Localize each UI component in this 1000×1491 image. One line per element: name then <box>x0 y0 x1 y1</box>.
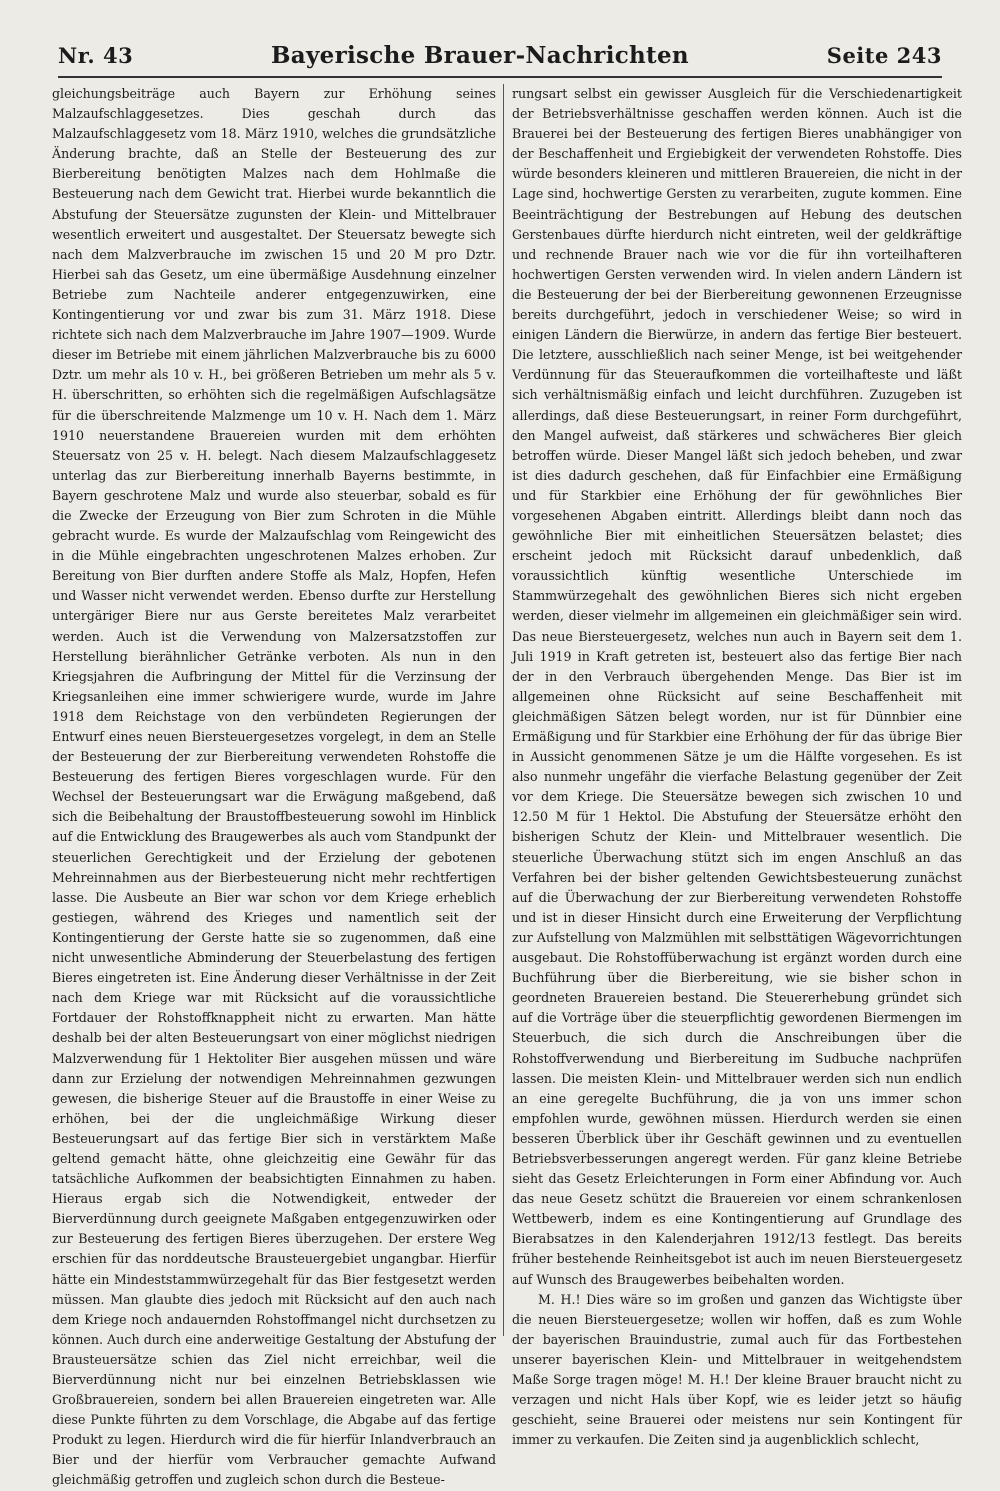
page-number: Seite 243 <box>826 43 942 68</box>
page-header <box>58 42 942 72</box>
header-rule <box>58 76 942 78</box>
text-column-left <box>52 84 496 1488</box>
paragraph: gleichungsbeiträge auch Bayern zur Erhöhung seines Malzaufschlaggesetzes. Dies geschah durch das Malzaufschlaggesetz vom 18. März 1910, welches die grundsätzliche Änderung brachte, daß an Stelle der Besteuerung des zur Bierbereitung benötigten Malzes nach dem Hohlmaße die Besteuerung nach dem Gewicht trat. Hierbei wurde bekanntlich die Abstufung der Steuersätze zugunsten der Klein- und Mittelbrauer wesentlich erweitert und ausgestaltet. Der Steuersatz bewegte sich nach dem Malzverbrauche im zwischen 15 und 20 M pro Dztr. Hierbei sah das Gesetz, um eine übermäßige Ausdehnung einzelner Betriebe zum Nachteile anderer entgegenzuwirken, eine Kontingentierung vor und zwar bis zum 31. März 1918. Diese richtete sich nach dem Malzverbrauche im Jahre 1907—1909. Wurde dieser im Betriebe mit einem jährlichen Malzverbrauche bis zu 6000 Dztr. um mehr als 10 v. H., bei größeren Betrieben um mehr als 5 v. H. überschritten, so erhöhten sich die regelmäßigen Aufschlagsätze für die überschreitende Malzmenge um 10 v. H. Nach dem 1. März 1910 neuerstandene Brauereien wurden mit dem erhöhten Steuersatz von 25 v. H. belegt. Nach diesem Malzaufschlaggesetz unterlag das zur Bierbereitung innerhalb Bayerns bestimmte, in Bayern geschrotene Malz und wurde also steuerbar, sobald es für die Zwecke der Erzeugung von Bier zum Schroten in die Mühle gebracht wurde. Es wurde der Malzaufschlag vom Reingewicht des in die Mühle eingebrachten ungeschrotenen Malzes erhoben. Zur Bereitung von Bier durften andere Stoffe als Malz, Hopfen, Hefen und Wasser nicht verwendet werden. Ebenso durfte zur Herstellung untergäriger Biere nur aus Gerste bereitetes Malz verarbeitet werden. Auch ist die Verwendung von Malzersatzstoffen zur Herstellung bierähnlicher Getränke verboten. Als nun in den Kriegsjahren die Aufbringung der Mittel für die Verzinsung der Kriegsanleihen eine immer schwierigere wurde, wurde im Jahre 1918 dem Reichstage von den verbündeten Regierungen der Entwurf eines neuen Biersteuergesetzes vorgelegt, in dem an Stelle der Besteuerung der zur Bierbereitung verwendeten Rohstoffe die Besteuerung des fertigen Bieres vorgeschlagen wurde. Für den Wechsel der Besteuerungsart war die Erwägung maßgebend, daß sich die Beibehaltung der Braustoffbesteuerung sowohl im Hinblick auf die Entwicklung des Braugewerbes als auch vom Standpunkt der steuerlichen Gerechtigkeit und der Erzielung der gebotenen Mehreinnahmen aus der Bierbesteuerung nicht mehr rechtfertigen lasse. Die Ausbeute an Bier war schon vor dem Kriege erheblich gestiegen, während des Krieges und namentlich seit der Kontingentierung der Gerste hatte sie so zugenommen, daß eine nicht unwesentliche Abminderung der Steuerbelastung des fertigen Bieres eingetreten ist. Eine Änderung dieser Verhältnisse in der Zeit nach dem Kriege war mit Rücksicht auf die voraussichtliche Fortdauer der Rohstoffknappheit nicht zu erwarten. Man hätte deshalb bei der alten Besteuerungsart von einer möglichst niedrigen Malzverwendung für 1 Hektoliter Bier ausgehen müssen und wäre dann zur Erzielung der notwendigen Mehreinnahmen gezwungen gewesen, die bisherige Steuer auf die Braustoffe in einer Weise zu erhöhen, bei der die ungleichmäßige Wirkung dieser Besteuerungsart auf das fertige Bier sich in verstärktem Maße geltend gemacht hätte, ohne gleichzeitig eine Gewähr für das tatsächliche Aufkommen der beabsichtigten Einnahmen zu haben. Hieraus ergab sich die Notwendigkeit, entweder der Bierverdünnung durch geeignete Maßgaben entgegenzuwirken oder zur Besteuerung des fertigen Bieres überzugehen. Der erstere Weg erschien für das norddeutsche Brausteuergebiet ungangbar. Hierfür hätte ein Mindeststammwürzegehalt für das Bier festgesetzt werden müssen. Man glaubte dies jedoch mit Rücksicht auf den auch nach dem Kriege noch andauernden Rohstoffmangel nicht durchsetzen zu können. Auch durch eine anderweitige Gestaltung der Abstufung der Brausteuersätze schien das Ziel nicht erreichbar, weil die Bierverdünnung nicht nur bei einzelnen Betriebsklassen wie Großbrauereien, sondern bei allen Brauereien eingetreten war. Alle diese Punkte führten zu dem Vorschlage, die Abgabe auf das fertige Produkt zu legen. Hierdurch wird die für hierfür Inlandverbrauch an Bier und der hierfür vom Verbraucher gemachte Aufwand gleichmäßig getroffen und zugleich schon durch die Besteue- <box>52 86 496 1488</box>
text-column-right <box>512 84 962 1448</box>
column-divider <box>503 84 504 1336</box>
publication-title: Bayerische Brauer-Nachrichten <box>271 42 689 69</box>
paragraph: rungsart selbst ein gewisser Ausgleich für die Verschiedenartigkeit der Betriebsverhältnisse geschaffen werden können. Auch ist die Brauerei bei der Besteuerung des fertigen Bieres unabhängiger von der Beschaffenheit und Ergiebigkeit der verwendeten Rohstoffe. Dies würde besonders kleineren und mittleren Brauereien, die nicht in der Lage sind, hochwertige Gersten zu verarbeiten, zugute kommen. Eine Beeinträchtigung der Bestrebungen auf Hebung des deutschen Gerstenbaues dürfte hierdurch nicht eintreten, weil der geldkräftige und rechnende Brauer nach wie vor die für ihn vorteilhafteren hochwertigen Gersten verwenden wird. In vielen andern Ländern ist die Besteuerung der bei der Bierbereitung gewonnenen Erzeugnisse bereits durchgeführt, jedoch in verschiedener Weise; so wird in einigen Ländern die Bierwürze, in andern das fertige Bier besteuert. Die letztere, ausschließlich nach seiner Menge, ist bei weitgehender Verdünnung für das Steueraufkommen die vorteilhafteste und läßt sich verhältnismäßig einfach und leicht durchführen. Zuzugeben ist allerdings, daß diese Besteuerungsart, in reiner Form durchgeführt, den Mangel aufweist, daß stärkeres und schwächeres Bier gleich betroffen würde. Dieser Mangel läßt sich jedoch beheben, und zwar ist dies dadurch geschehen, daß für Einfachbier eine Ermäßigung und für Starkbier eine Erhöhung der für gewöhnliches Bier vorgesehenen Abgaben eintritt. Allerdings bleibt dann noch das gewöhnliche Bier mit einheitlichen Steuersätzen belastet; dies erscheint jedoch mit Rücksicht darauf unbedenklich, daß voraussichtlich künftig wesentliche Unterschiede im Stammwürzegehalt des gewöhnlichen Bieres sich nicht ergeben werden, dieser vielmehr im allgemeinen ein gleichmäßiger sein wird. Das neue Biersteuergesetz, welches nun auch in Bayern seit dem 1. Juli 1919 in Kraft getreten ist, besteuert also das fertige Bier nach der in den Verbrauch übergehenden Menge. Das Bier ist im allgemeinen ohne Rücksicht auf seine Beschaffenheit mit gleichmäßigen Sätzen belegt worden, nur ist für Dünnbier eine Ermäßigung und für Starkbier eine Erhöhung der für das übrige Bier in Aussicht genommenen Sätze je um die Hälfte vorgesehen. Es ist also nunmehr ungefähr die vierfache Belastung gegenüber der Zeit vor dem Kriege. Die Steuersätze bewegen sich zwischen 10 und 12.50 M für 1 Hektol. Die Abstufung der Steuersätze erhöht den bisherigen Schutz der Klein- und Mittelbrauer wesentlich. Die steuerliche Überwachung stützt sich im engen Anschluß an das Verfahren bei der bisher geltenden Gewichtsbesteuerung zunächst auf die Überwachung der zur Bierbereitung verwendeten Rohstoffe und ist in dieser Hinsicht durch eine Erweiterung der Verpflichtung zur Aufstellung von Malzmühlen mit selbsttätigen Wägevorrichtungen ausgebaut. Die Rohstoffüberwachung ist ergänzt worden durch eine Buchführung über die Bierbereitung, wie sie bisher schon in geordneten Brauereien bestand. Die Steuererhebung gründet sich auf die Vorträge über die steuerpflichtig gewordenen Biermengen im Steuerbuch, die sich durch die Anschreibungen über die Rohstoffverwendung und Bierbereitung im Sudbuche nachprüfen lassen. Die meisten Klein- und Mittelbrauer werden sich nun endlich an eine geregelte Buchführung, die ja von uns immer schon empfohlen wurde, gewöhnen müssen. Hierdurch werden sie einen besseren Überblick über ihr Geschäft gewinnen und zu eventuellen Betriebsverbesserungen angeregt werden. Für ganz kleine Betriebe sieht das Gesetz Erleichterungen in Form einer Abfindung vor. Auch das neue Gesetz schützt die Brauereien vor einem schrankenlosen Wettbewerb, indem es eine Kontingentierung auf Grundlage des Bierabsatzes in den Kalenderjahren 1912/13 festlegt. Das bereits früher bestehende Reinheitsgebot ist auch im neuen Biersteuergesetz auf Wunsch des Braugewerbes beibehalten worden. <box>512 86 962 1287</box>
paragraph: M. H.! Dies wäre so im großen und ganzen das Wichtigste über die neuen Biersteuergesetze; wollen wir hoffen, daß es zum Wohle der bayerischen Brauindustrie, zumal auch für das Fortbestehen unserer bayerischen Klein- und Mittelbrauer in weitgehendstem Maße Sorge tragen möge! M. H.! Der kleine Brauer braucht nicht zu verzagen und nicht Hals über Kopf, wie es leider jetzt so häufig geschieht, seine Brauerei oder meistens nur sein Kontingent für immer zu verkaufen. Die Zeiten sind ja augenblicklich schlecht, <box>512 1291 962 1448</box>
issue-number: Nr. 43 <box>58 43 134 68</box>
